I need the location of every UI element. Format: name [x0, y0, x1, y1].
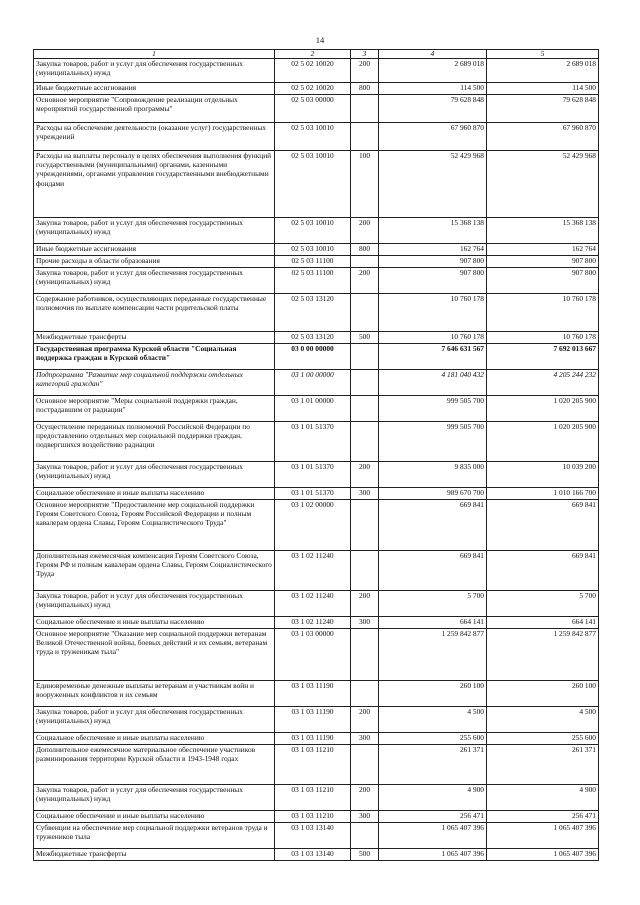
table-row	[34, 59, 599, 83]
csr-cell: 03 1 01 00000	[275, 396, 351, 422]
csr-cell: 02 5 03 11100	[275, 268, 351, 294]
vr-cell: 200	[351, 462, 379, 488]
table-row	[34, 745, 599, 785]
table-row	[34, 591, 599, 617]
name-cell: Иные бюджетные ассигнования	[34, 83, 275, 95]
sum1-cell: 1 259 842 877	[379, 629, 487, 681]
name-cell: Субвенции на обеспечение мер социальной поддержки ветеранов труда и тружеников тыла	[34, 823, 275, 849]
sum1-cell: 4 181 040 432	[379, 370, 487, 396]
sum2-cell: 79 628 848	[487, 95, 599, 123]
sum2-cell: 7 692 013 667	[487, 344, 599, 370]
sum1-cell: 2 689 018	[379, 59, 487, 83]
sum1-cell: 256 471	[379, 811, 487, 823]
vr-cell	[351, 745, 379, 785]
vr-cell: 100	[351, 151, 379, 218]
name-cell: Межбюджетные трансферты	[34, 332, 275, 344]
sum1-cell: 664 141	[379, 617, 487, 629]
table-row	[34, 344, 599, 370]
table-row	[34, 823, 599, 849]
name-cell: Основное мероприятие "Оказание мер социальной поддержки ветеранам Великой Отечественной войны, боевых действий и их семьям, ветеранам труда и труженикам тыла"	[34, 629, 275, 681]
header-cell-1: 1	[34, 50, 275, 59]
budget-table	[33, 49, 599, 861]
name-cell: Закупка товаров, работ и услуг для обеспечения государственных (муниципальных) нужд	[34, 218, 275, 244]
vr-cell: 500	[351, 332, 379, 344]
vr-cell: 200	[351, 59, 379, 83]
table-row	[34, 294, 599, 332]
table-row	[34, 256, 599, 268]
sum2-cell: 10 760 178	[487, 294, 599, 332]
table-row	[34, 95, 599, 123]
vr-cell: 800	[351, 244, 379, 256]
table-row	[34, 500, 599, 551]
name-cell: Подпрограмма "Развитие мер социальной поддержки отдельных категорий граждан"	[34, 370, 275, 396]
name-cell: Закупка товаров, работ и услуг для обеспечения государственных (муниципальных) нужд	[34, 268, 275, 294]
csr-cell: 02 5 03 00000	[275, 95, 351, 123]
sum1-cell: 162 764	[379, 244, 487, 256]
sum2-cell: 10 039 200	[487, 462, 599, 488]
sum2-cell: 162 764	[487, 244, 599, 256]
sum1-cell: 79 628 848	[379, 95, 487, 123]
vr-cell	[351, 629, 379, 681]
sum2-cell: 4 500	[487, 707, 599, 733]
table-row	[34, 83, 599, 95]
csr-cell: 02 5 03 10010	[275, 218, 351, 244]
vr-cell: 300	[351, 811, 379, 823]
sum1-cell: 7 646 631 567	[379, 344, 487, 370]
vr-cell: 200	[351, 591, 379, 617]
sum1-cell: 1 065 407 396	[379, 823, 487, 849]
sum1-cell: 67 960 870	[379, 123, 487, 151]
header-cell-3: 3	[351, 50, 379, 59]
vr-cell	[351, 123, 379, 151]
table-body	[34, 50, 599, 861]
table-row	[34, 244, 599, 256]
vr-cell: 500	[351, 849, 379, 861]
csr-cell: 03 1 03 11210	[275, 745, 351, 785]
table-row	[34, 370, 599, 396]
csr-cell: 03 1 01 51370	[275, 488, 351, 500]
table-row	[34, 462, 599, 488]
vr-cell	[351, 294, 379, 332]
csr-cell: 03 1 02 00000	[275, 500, 351, 551]
name-cell: Иные бюджетные ассигнования	[34, 244, 275, 256]
csr-cell: 03 1 02 11240	[275, 551, 351, 591]
sum2-cell: 907 800	[487, 256, 599, 268]
sum1-cell: 669 841	[379, 551, 487, 591]
sum1-cell: 9 835 000	[379, 462, 487, 488]
table-row	[34, 396, 599, 422]
sum1-cell: 5 700	[379, 591, 487, 617]
sum2-cell: 4 205 244 232	[487, 370, 599, 396]
sum2-cell: 15 368 138	[487, 218, 599, 244]
csr-cell: 03 1 02 11240	[275, 591, 351, 617]
vr-cell: 800	[351, 83, 379, 95]
table-row	[34, 629, 599, 681]
csr-cell: 02 5 03 10010	[275, 151, 351, 218]
header-cell-5: 5	[487, 50, 599, 59]
sum2-cell: 5 700	[487, 591, 599, 617]
header-row	[34, 50, 599, 59]
csr-cell: 03 1 02 11240	[275, 617, 351, 629]
csr-cell: 03 1 03 11190	[275, 707, 351, 733]
name-cell: Дополнительное ежемесячное материальное обеспечение участников разминирования территории Курской области в 1943-1948 годах	[34, 745, 275, 785]
table-row	[34, 707, 599, 733]
sum2-cell: 1 259 842 877	[487, 629, 599, 681]
table-row	[34, 849, 599, 861]
vr-cell: 300	[351, 733, 379, 745]
name-cell: Основное мероприятие "Сопровождение реализации отдельных мероприятий государственной программы"	[34, 95, 275, 123]
sum2-cell: 4 900	[487, 785, 599, 811]
sum1-cell: 255 600	[379, 733, 487, 745]
table-row	[34, 551, 599, 591]
table-row	[34, 681, 599, 707]
sum1-cell: 4 500	[379, 707, 487, 733]
sum1-cell: 4 900	[379, 785, 487, 811]
sum2-cell: 114 500	[487, 83, 599, 95]
table-row	[34, 811, 599, 823]
name-cell: Социальное обеспечение и иные выплаты населению	[34, 617, 275, 629]
sum2-cell: 907 800	[487, 268, 599, 294]
sum2-cell: 67 960 870	[487, 123, 599, 151]
csr-cell: 03 1 03 11190	[275, 681, 351, 707]
name-cell: Осуществление переданных полномочий Российской Федерации по предоставлению отдельных мер социальной поддержки граждан, подвергшихся воздействию радиации	[34, 422, 275, 462]
csr-cell: 03 1 03 13140	[275, 823, 351, 849]
sum2-cell: 669 841	[487, 551, 599, 591]
name-cell: Закупка товаров, работ и услуг для обеспечения государственных (муниципальных) нужд	[34, 462, 275, 488]
name-cell: Основное мероприятие "Предоставление мер социальной поддержки Героям Советского Союза, Героям Российской Федерации и полным кавалерам ордена Славы, Героям Социалистического Труда"	[34, 500, 275, 551]
vr-cell	[351, 256, 379, 268]
header-cell-2: 2	[275, 50, 351, 59]
vr-cell: 200	[351, 218, 379, 244]
sum2-cell: 256 471	[487, 811, 599, 823]
sum2-cell: 261 371	[487, 745, 599, 785]
sum1-cell: 907 800	[379, 256, 487, 268]
csr-cell: 02 5 03 11100	[275, 256, 351, 268]
name-cell: Расходы на выплаты персоналу в целях обеспечения выполнения функций государственными (муниципальными) органами, казенными учреждениями, органами управления государственными внебюджетными фондами	[34, 151, 275, 218]
sum1-cell: 999 505 700	[379, 396, 487, 422]
name-cell: Социальное обеспечение и иные выплаты населению	[34, 811, 275, 823]
table-row	[34, 785, 599, 811]
sum2-cell: 2 689 018	[487, 59, 599, 83]
name-cell: Закупка товаров, работ и услуг для обеспечения государственных (муниципальных) нужд	[34, 59, 275, 83]
name-cell: Содержание работников, осуществляющих переданные государственные полномочия по выплате компенсации части родительской платы	[34, 294, 275, 332]
csr-cell: 02 5 03 13120	[275, 332, 351, 344]
table-row	[34, 151, 599, 218]
csr-cell: 03 1 00 00000	[275, 370, 351, 396]
name-cell: Дополнительная ежемесячная компенсация Героям Советского Союза, Героям РФ и полным кавалерам ордена Славы, Героям Социалистического Труда	[34, 551, 275, 591]
csr-cell: 02 5 03 13120	[275, 294, 351, 332]
csr-cell: 02 5 02 10020	[275, 59, 351, 83]
sum2-cell: 1 010 166 700	[487, 488, 599, 500]
name-cell: Основное мероприятие "Меры социальной поддержки граждан, пострадавшим от радиации"	[34, 396, 275, 422]
csr-cell: 03 0 00 00000	[275, 344, 351, 370]
sum1-cell: 10 760 178	[379, 332, 487, 344]
vr-cell	[351, 396, 379, 422]
sum2-cell: 1 020 205 900	[487, 422, 599, 462]
sum1-cell: 10 760 178	[379, 294, 487, 332]
csr-cell: 03 1 03 11210	[275, 811, 351, 823]
csr-cell: 02 5 03 10010	[275, 244, 351, 256]
vr-cell	[351, 500, 379, 551]
sum2-cell: 1 020 205 900	[487, 396, 599, 422]
name-cell: Государственная программа Курской области "Социальная поддержка граждан в Курской области"	[34, 344, 275, 370]
sum2-cell: 669 841	[487, 500, 599, 551]
sum2-cell: 664 141	[487, 617, 599, 629]
csr-cell: 02 5 03 10010	[275, 123, 351, 151]
sum2-cell: 52 429 968	[487, 151, 599, 218]
name-cell: Единовременные денежные выплаты ветеранам и участникам войн и вооруженных конфликтов и их семьям	[34, 681, 275, 707]
vr-cell	[351, 422, 379, 462]
sum2-cell: 260 100	[487, 681, 599, 707]
vr-cell: 200	[351, 268, 379, 294]
table-row	[34, 488, 599, 500]
sum1-cell: 15 368 138	[379, 218, 487, 244]
vr-cell	[351, 370, 379, 396]
table-row	[34, 332, 599, 344]
vr-cell: 200	[351, 707, 379, 733]
csr-cell: 03 1 03 00000	[275, 629, 351, 681]
name-cell: Межбюджетные трансферты	[34, 849, 275, 861]
vr-cell: 300	[351, 488, 379, 500]
name-cell: Закупка товаров, работ и услуг для обеспечения государственных (муниципальных) нужд	[34, 785, 275, 811]
table-row	[34, 218, 599, 244]
sum2-cell: 255 600	[487, 733, 599, 745]
table-row	[34, 268, 599, 294]
csr-cell: 03 1 03 11210	[275, 785, 351, 811]
vr-cell	[351, 823, 379, 849]
name-cell: Социальное обеспечение и иные выплаты населению	[34, 488, 275, 500]
table-row	[34, 617, 599, 629]
sum1-cell: 52 429 968	[379, 151, 487, 218]
name-cell: Социальное обеспечение и иные выплаты населению	[34, 733, 275, 745]
csr-cell: 03 1 01 51370	[275, 462, 351, 488]
vr-cell	[351, 551, 379, 591]
sum1-cell: 1 065 407 396	[379, 849, 487, 861]
vr-cell	[351, 344, 379, 370]
table-row	[34, 733, 599, 745]
csr-cell: 03 1 03 13140	[275, 849, 351, 861]
csr-cell: 03 1 03 11190	[275, 733, 351, 745]
sum2-cell: 1 065 407 396	[487, 823, 599, 849]
sum1-cell: 907 800	[379, 268, 487, 294]
table-row	[34, 123, 599, 151]
page-number: 14	[315, 35, 325, 45]
name-cell: Закупка товаров, работ и услуг для обеспечения государственных (муниципальных) нужд	[34, 707, 275, 733]
vr-cell	[351, 681, 379, 707]
vr-cell: 200	[351, 785, 379, 811]
sum2-cell: 1 065 407 396	[487, 849, 599, 861]
name-cell: Прочие расходы в области образования	[34, 256, 275, 268]
name-cell: Закупка товаров, работ и услуг для обеспечения государственных (муниципальных) нужд	[34, 591, 275, 617]
sum1-cell: 261 371	[379, 745, 487, 785]
sum1-cell: 114 500	[379, 83, 487, 95]
sum1-cell: 989 670 700	[379, 488, 487, 500]
sum2-cell: 10 760 178	[487, 332, 599, 344]
csr-cell: 03 1 01 51370	[275, 422, 351, 462]
sum1-cell: 669 841	[379, 500, 487, 551]
header-cell-4: 4	[379, 50, 487, 59]
sum1-cell: 999 505 700	[379, 422, 487, 462]
csr-cell: 02 5 02 10020	[275, 83, 351, 95]
sum1-cell: 260 100	[379, 681, 487, 707]
name-cell: Расходы на обеспечение деятельности (оказание услуг) государственных учреждений	[34, 123, 275, 151]
vr-cell: 300	[351, 617, 379, 629]
vr-cell	[351, 95, 379, 123]
table-row	[34, 422, 599, 462]
